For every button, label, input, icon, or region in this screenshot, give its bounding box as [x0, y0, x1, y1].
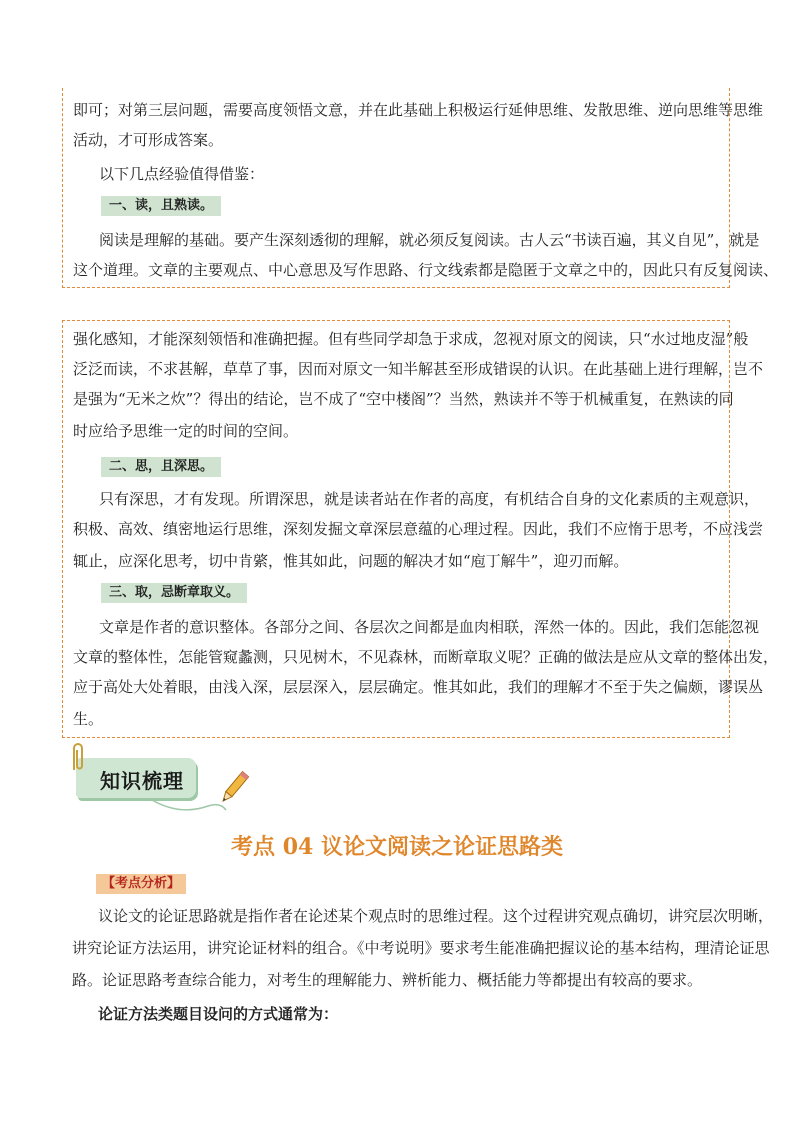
text-line: 辄止，应深化思考，切中肯綮，惟其如此，问题的解决才如“庖丁解牛”，迎刃而解。 [73, 552, 629, 570]
banner-label: 知识梳理 [100, 769, 184, 793]
text-line: 是强为“无米之炊”？得出的结论，岂不成了“空中楼阁”？当然，熟读并不等于机械重复，在熟读的同 [73, 390, 734, 408]
text-line: 强化感知，才能深刻领悟和准确把握。但有些同学却急于求成，忽视对原文的阅读，只“水过地皮湿”般 [73, 330, 749, 348]
tip-tag-take: 三、取，忌断章取义。 [101, 583, 247, 603]
decorative-swirl-icon [150, 796, 230, 816]
text-line: 生。 [73, 710, 104, 728]
text-line: 只有深思，才有发现。所谓深思，就是读者站在作者的高度，有机结合自身的文化素质的主观意识， [99, 490, 760, 508]
tip-tag-think: 二、思，且深思。 [101, 457, 221, 477]
tip-tag-read: 一、读，且熟读。 [101, 196, 221, 216]
text-line: 路。论证思路考查综合能力，对考生的理解能力、辨析能力、概括能力等都提出有较高的要求。 [72, 971, 703, 989]
section-heading: 考点 04 议论文阅读之论证思路类 [231, 834, 563, 860]
text-line: 泛泛而读，不求甚解，草草了事，因而对原文一知半解甚至形成错误的认识。在此基础上进行理解，岂不 [73, 360, 764, 378]
text-line: 以下几点经验值得借鉴： [99, 165, 265, 183]
question-intro: 论证方法类题目设问的方式通常为： [98, 1005, 339, 1023]
text-line: 应于高处大处着眼，由浅入深，层层深入，层层确定。惟其如此，我们的理解才不至于失之偏颇，谬误丛 [73, 678, 764, 696]
text-line: 积极、高效、缜密地运行思维，深刻发掘文章深层意蕴的心理过程。因此，我们不应惰于思考，不应浅尝 [73, 520, 764, 538]
text-line: 时应给予思维一定的时间的空间。 [73, 422, 299, 440]
text-line: 文章的整体性，怎能管窥蠡测，只见树木，不见森林，而断章取义呢？正确的做法是应从文章的整体出发， [73, 648, 779, 666]
text-line: 这个道理。文章的主要观点、中心意思及写作思路、行文线索都是隐匿于文章之中的，因此只有反复阅读、 [73, 261, 779, 279]
text-line: 阅读是理解的基础。要产生深刻透彻的理解，就必须反复阅读。古人云“书读百遍，其义自见”，就是 [99, 231, 760, 249]
text-line: 议论文的论证思路就是指作者在论述某个观点时的思维过程。这个过程讲究观点确切，讲究层次明晰， [98, 907, 774, 925]
text-line: 文章是作者的意识整体。各部分之间、各层次之间都是血肉相联，浑然一体的。因此，我们怎能忽视 [99, 618, 760, 636]
text-line: 活动，才可形成答案。 [73, 131, 224, 149]
reading-tips-box-bottom [62, 320, 779, 738]
text-line: 即可；对第三层问题，需要高度领悟文意，并在此基础上积极运行延伸思维、发散思维、逆向思维等思维 [73, 101, 764, 119]
analysis-tag: 【考点分析】 [96, 874, 186, 894]
paperclip-icon [66, 740, 90, 774]
text-line: 讲究论证方法运用，讲究论证材料的组合。《中考说明》要求考生能准确把握议论的基本结构，理清论证思 [72, 939, 770, 957]
reading-tips-box-top [62, 88, 779, 288]
